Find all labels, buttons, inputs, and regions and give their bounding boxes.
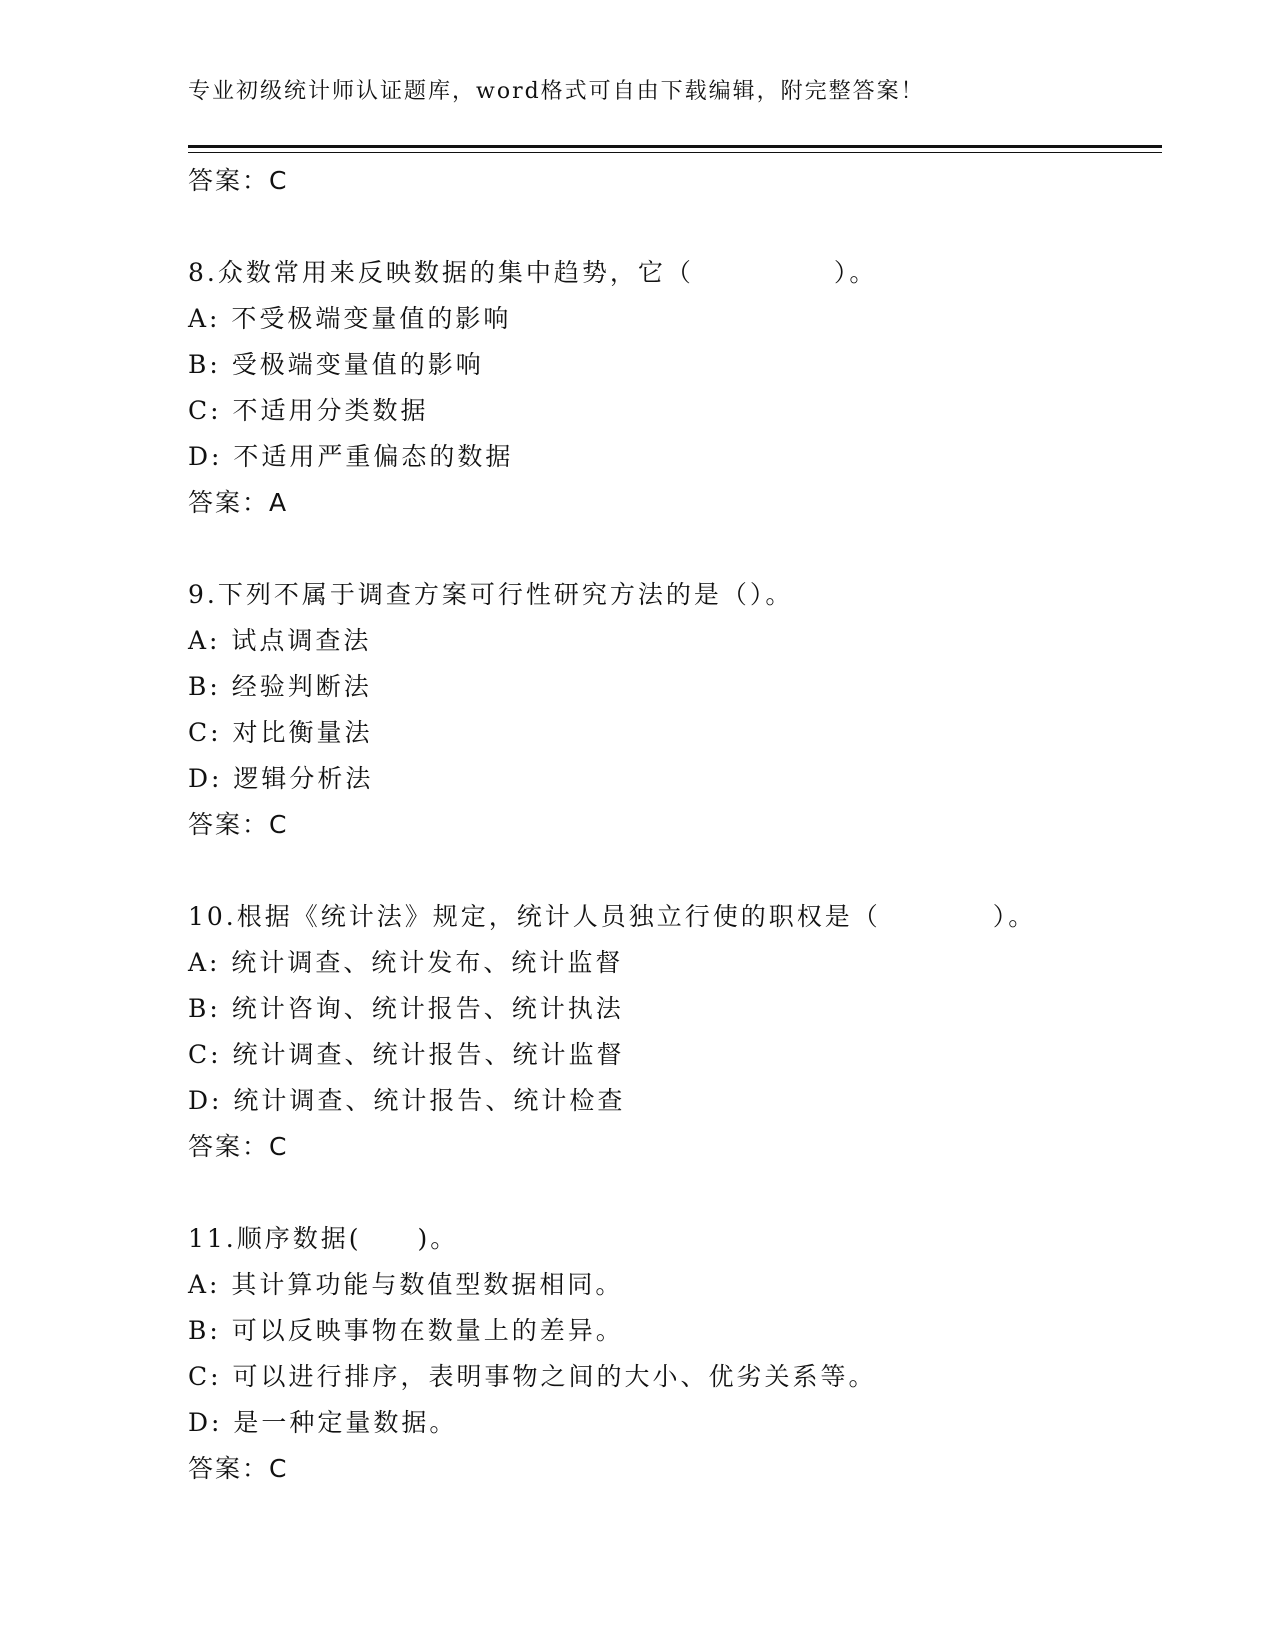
option-a: A: 其计算功能与数值型数据相同。 (188, 1270, 624, 1299)
spacer (188, 526, 1162, 572)
answer-line: 答案：A (188, 488, 289, 517)
question-list (188, 158, 1162, 1492)
option-c: C: 统计调查、统计报告、统计监督 (188, 1040, 625, 1069)
answer-line: 答案：C (188, 1454, 289, 1483)
header-rule-thin (188, 152, 1162, 153)
answer-line: 答案：C (188, 810, 289, 839)
option-d: D: 统计调查、统计报告、统计检查 (188, 1086, 626, 1115)
option-c: C: 可以进行排序，表明事物之间的大小、优劣关系等。 (188, 1362, 877, 1391)
question-stem: 9.下列不属于调查方案可行性研究方法的是（）。 (188, 580, 794, 609)
question-block (188, 1216, 1162, 1492)
page-header: 专业初级统计师认证题库，word格式可自由下载编辑，附完整答案！ (188, 79, 925, 104)
option-b: B: 可以反映事物在数量上的差异。 (188, 1316, 624, 1345)
option-d: D: 逻辑分析法 (188, 764, 374, 793)
answer-line: 答案：C (188, 166, 289, 195)
option-a: A: 不受极端变量值的影响 (188, 304, 512, 333)
question-stem: 11.顺序数据( )。 (188, 1224, 459, 1253)
question-stem: 10.根据《统计法》规定，统计人员独立行使的职权是（ ）。 (188, 902, 1037, 931)
option-a: A: 统计调查、统计发布、统计监督 (188, 948, 624, 977)
option-d: D: 是一种定量数据。 (188, 1408, 458, 1437)
question-block (188, 894, 1162, 1170)
question-block (188, 250, 1162, 526)
option-c: C: 不适用分类数据 (188, 396, 429, 425)
header-rule-thick (188, 145, 1162, 148)
spacer (188, 204, 1162, 250)
spacer (188, 1170, 1162, 1216)
answer-line: 答案：C (188, 1132, 289, 1161)
option-c: C: 对比衡量法 (188, 718, 373, 747)
option-b: B: 经验判断法 (188, 672, 372, 701)
option-b: B: 受极端变量值的影响 (188, 350, 484, 379)
question-stem: 8.众数常用来反映数据的集中趋势，它（ ）。 (188, 258, 878, 287)
question-block (188, 572, 1162, 848)
option-d: D: 不适用严重偏态的数据 (188, 442, 514, 471)
option-a: A: 试点调查法 (188, 626, 372, 655)
option-b: B: 统计咨询、统计报告、统计执法 (188, 994, 624, 1023)
spacer (188, 848, 1162, 894)
